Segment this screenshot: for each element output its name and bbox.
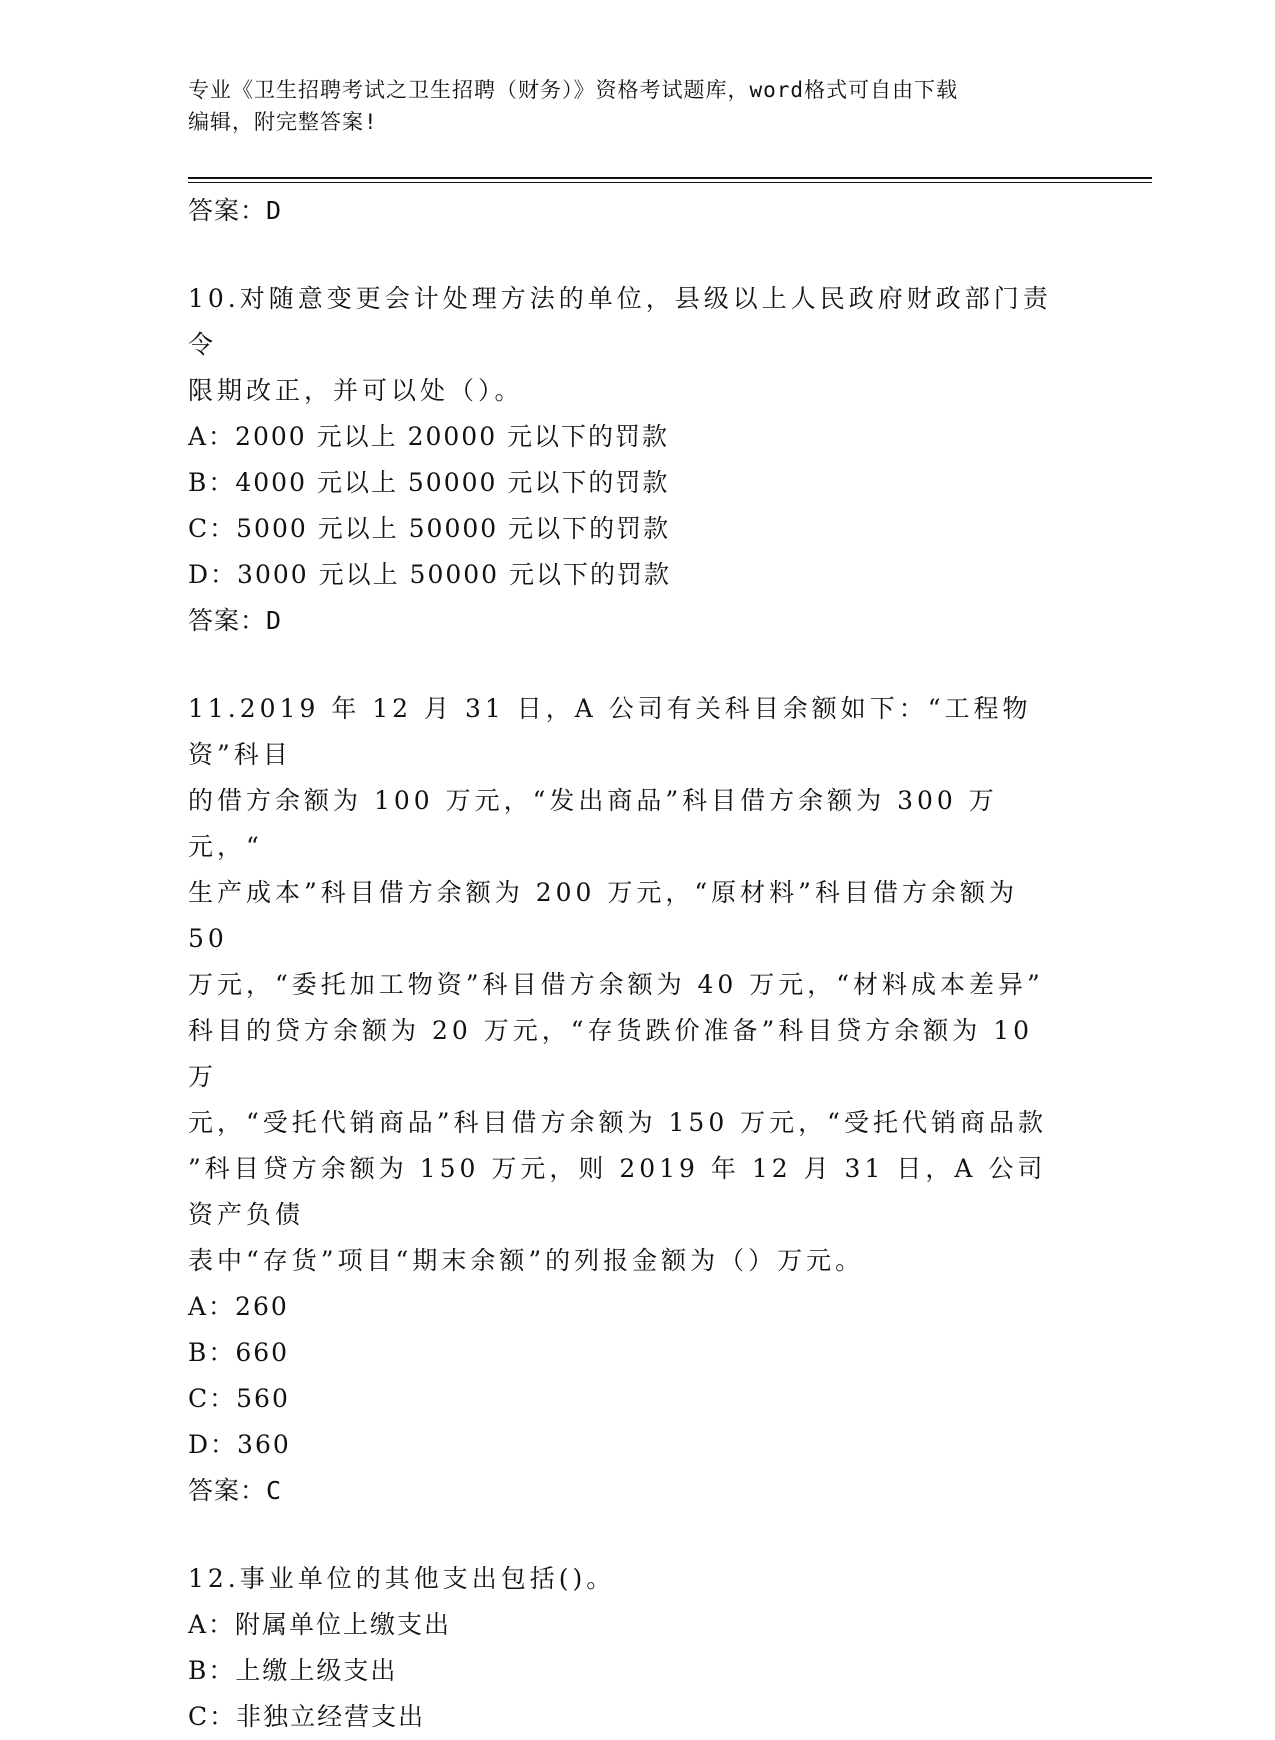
question-text-line: 的借方余额为 100 万元，“发出商品”科目借方余额为 300 万元，“ <box>188 786 998 861</box>
option-b: B：上缴上级支出 <box>188 1656 398 1685</box>
header-line-2: 编辑，附完整答案! <box>188 110 378 134</box>
header-divider-thick <box>188 177 1152 179</box>
question-text-line: 科目的贷方余额为 20 万元，“存货跌价准备”科目贷方余额为 10 万 <box>188 1016 1034 1091</box>
question-text-line: 11.2019 年 12 月 31 日，A 公司有关科目余额如下：“工程物资”科目 <box>188 694 1032 769</box>
question-text-line: 10.对随意变更会计处理方法的单位，县级以上人民政府财政部门责令 <box>188 284 1052 359</box>
option-d: D：3000 元以上 50000 元以下的罚款 <box>188 560 672 589</box>
question-12 <box>188 1556 1068 1740</box>
previous-answer: 答案：D <box>188 196 283 225</box>
option-a: A：260 <box>188 1292 289 1321</box>
option-b: B：4000 元以上 50000 元以下的罚款 <box>188 468 670 497</box>
question-text-line: 12.事业单位的其他支出包括()。 <box>188 1564 616 1593</box>
question-text-line: 限期改正，并可以处（）。 <box>188 376 524 405</box>
header-divider-thin <box>188 182 1152 183</box>
question-11 <box>188 686 1068 1514</box>
question-10 <box>188 276 1068 644</box>
question-text-line: ”科目贷方余额为 150 万元，则 2019 年 12 月 31 日，A 公司资产负债 <box>188 1154 1047 1229</box>
header-line-1: 专业《卫生招聘考试之卫生招聘（财务）》资格考试题库，word格式可自由下载 <box>188 78 959 102</box>
question-text-line: 生产成本”科目借方余额为 200 万元，“原材料”科目借方余额为 50 <box>188 878 1018 953</box>
option-a: A：2000 元以上 20000 元以下的罚款 <box>188 422 670 451</box>
answer: 答案：C <box>188 1476 283 1505</box>
option-c: C：5000 元以上 50000 元以下的罚款 <box>188 514 671 543</box>
option-c: C：560 <box>188 1384 290 1413</box>
document-header <box>188 74 1068 138</box>
option-b: B：660 <box>188 1338 290 1367</box>
question-text-line: 万元，“委托加工物资”科目借方余额为 40 万元，“材料成本差异” <box>188 970 1044 999</box>
question-list <box>188 188 1068 1740</box>
answer: 答案：D <box>188 606 283 635</box>
question-text-line: 元，“受托代销商品”科目借方余额为 150 万元，“受托代销商品款 <box>188 1108 1047 1137</box>
option-a: A：附属单位上缴支出 <box>188 1610 452 1639</box>
option-c: C：非独立经营支出 <box>188 1702 426 1731</box>
option-d: D：360 <box>188 1430 291 1459</box>
question-text-line: 表中“存货”项目“期末余额”的列报金额为（）万元。 <box>188 1246 865 1275</box>
